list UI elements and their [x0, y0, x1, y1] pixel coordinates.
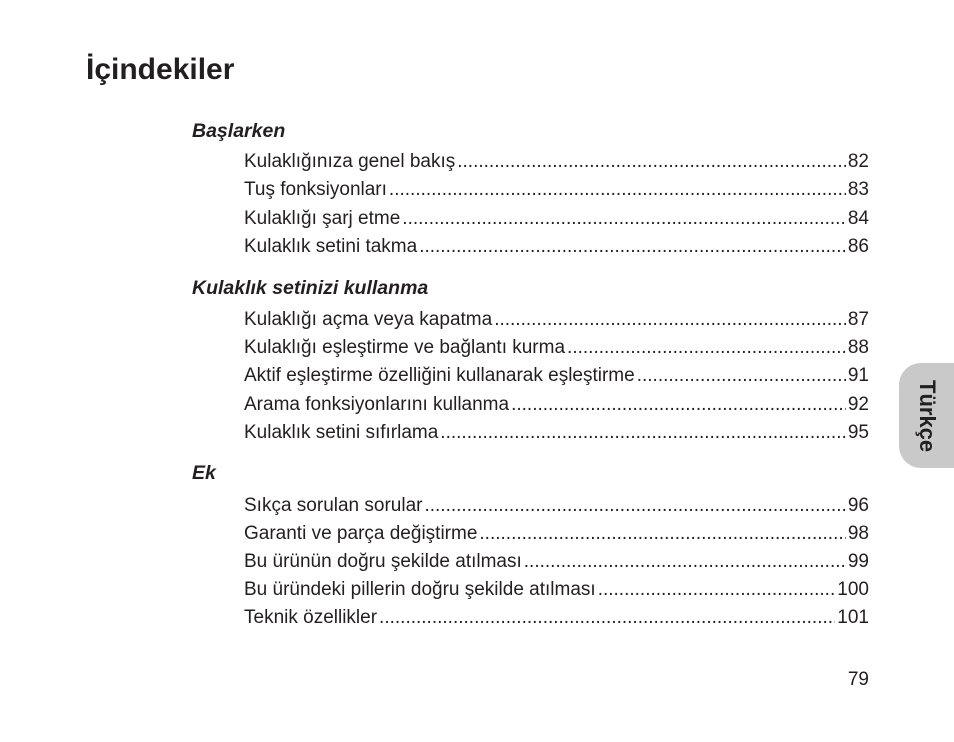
- dot-leader: [379, 606, 835, 630]
- toc-entry-page: 101: [837, 607, 869, 628]
- toc-entry-title: Sıkça sorulan sorular: [244, 495, 423, 516]
- toc-entry-title: Teknik özellikler: [244, 607, 378, 628]
- toc-entry[interactable]: [244, 578, 869, 602]
- toc-entry-title: Garanti ve parça değiştirme: [244, 523, 478, 544]
- toc-entry[interactable]: [244, 393, 869, 417]
- section-heading-kulaklik-setinizi-kullanma: Kulaklık setinizi kullanma: [192, 277, 429, 299]
- dot-leader: [637, 364, 846, 388]
- toc-entry-page: 84: [847, 208, 869, 229]
- toc-entry[interactable]: [244, 522, 869, 546]
- dot-leader: [511, 393, 846, 417]
- toc-entry-page: 95: [847, 422, 869, 443]
- toc-entry[interactable]: [244, 235, 869, 259]
- language-tab-label: Türkçe: [915, 379, 940, 453]
- section-heading-baslarken: Başlarken: [192, 120, 286, 142]
- toc-entry[interactable]: [244, 336, 869, 360]
- toc-entry-page: 88: [847, 337, 869, 358]
- toc-entry[interactable]: [244, 364, 869, 388]
- toc-entry-page: 87: [847, 309, 869, 330]
- toc-entry[interactable]: [244, 207, 869, 231]
- toc-entry[interactable]: [244, 421, 869, 445]
- dot-leader: [524, 550, 846, 574]
- page-title: İçindekiler: [86, 53, 235, 86]
- toc-entry-page: 82: [847, 151, 869, 172]
- dot-leader: [598, 578, 836, 602]
- toc-entry-page: 99: [847, 551, 869, 572]
- dot-leader: [440, 421, 846, 445]
- toc-entry-page: 91: [847, 365, 869, 386]
- toc-entry-page: 92: [847, 394, 869, 415]
- page-number: 79: [847, 669, 869, 690]
- toc-entry-page: 96: [847, 495, 869, 516]
- dot-leader: [402, 207, 846, 231]
- toc-entry-title: Aktif eşleştirme özelliğini kullanarak eşleştirme: [244, 365, 635, 386]
- dot-leader: [494, 308, 846, 332]
- toc-entry-title: Bu ürünün doğru şekilde atılması: [244, 551, 522, 572]
- language-tab: [899, 363, 954, 468]
- toc-entry-page: 98: [847, 523, 869, 544]
- toc-entry[interactable]: [244, 178, 869, 202]
- toc-entry-title: Tuş fonksiyonları: [244, 179, 387, 200]
- dot-leader: [419, 235, 846, 259]
- toc-entry[interactable]: [244, 606, 869, 630]
- dot-leader: [479, 522, 845, 546]
- toc-entry[interactable]: [244, 494, 869, 518]
- dot-leader: [424, 494, 845, 518]
- toc-entry-title: Kulaklık setini sıfırlama: [244, 422, 439, 443]
- toc-entry-title: Bu üründeki pillerin doğru şekilde atılması: [244, 579, 596, 600]
- toc-entry-title: Kulaklığı açma veya kapatma: [244, 309, 493, 330]
- toc-entry-title: Kulaklık setini takma: [244, 236, 418, 257]
- dot-leader: [567, 336, 846, 360]
- toc-entry-title: Arama fonksiyonlarını kullanma: [244, 394, 510, 415]
- toc-entry[interactable]: [244, 150, 869, 174]
- toc-entry-page: 86: [847, 236, 869, 257]
- toc-entry[interactable]: [244, 550, 869, 574]
- toc-entry-title: Kulaklığı eşleştirme ve bağlantı kurma: [244, 337, 566, 358]
- section-heading-ek: Ek: [192, 462, 216, 484]
- toc-entry[interactable]: [244, 308, 869, 332]
- toc-entry-title: Kulaklığı şarj etme: [244, 208, 401, 229]
- toc-entry-page: 100: [837, 579, 869, 600]
- dot-leader: [389, 178, 846, 202]
- toc-entry-page: 83: [847, 179, 869, 200]
- dot-leader: [457, 150, 846, 174]
- toc-entry-title: Kulaklığınıza genel bakış: [244, 151, 456, 172]
